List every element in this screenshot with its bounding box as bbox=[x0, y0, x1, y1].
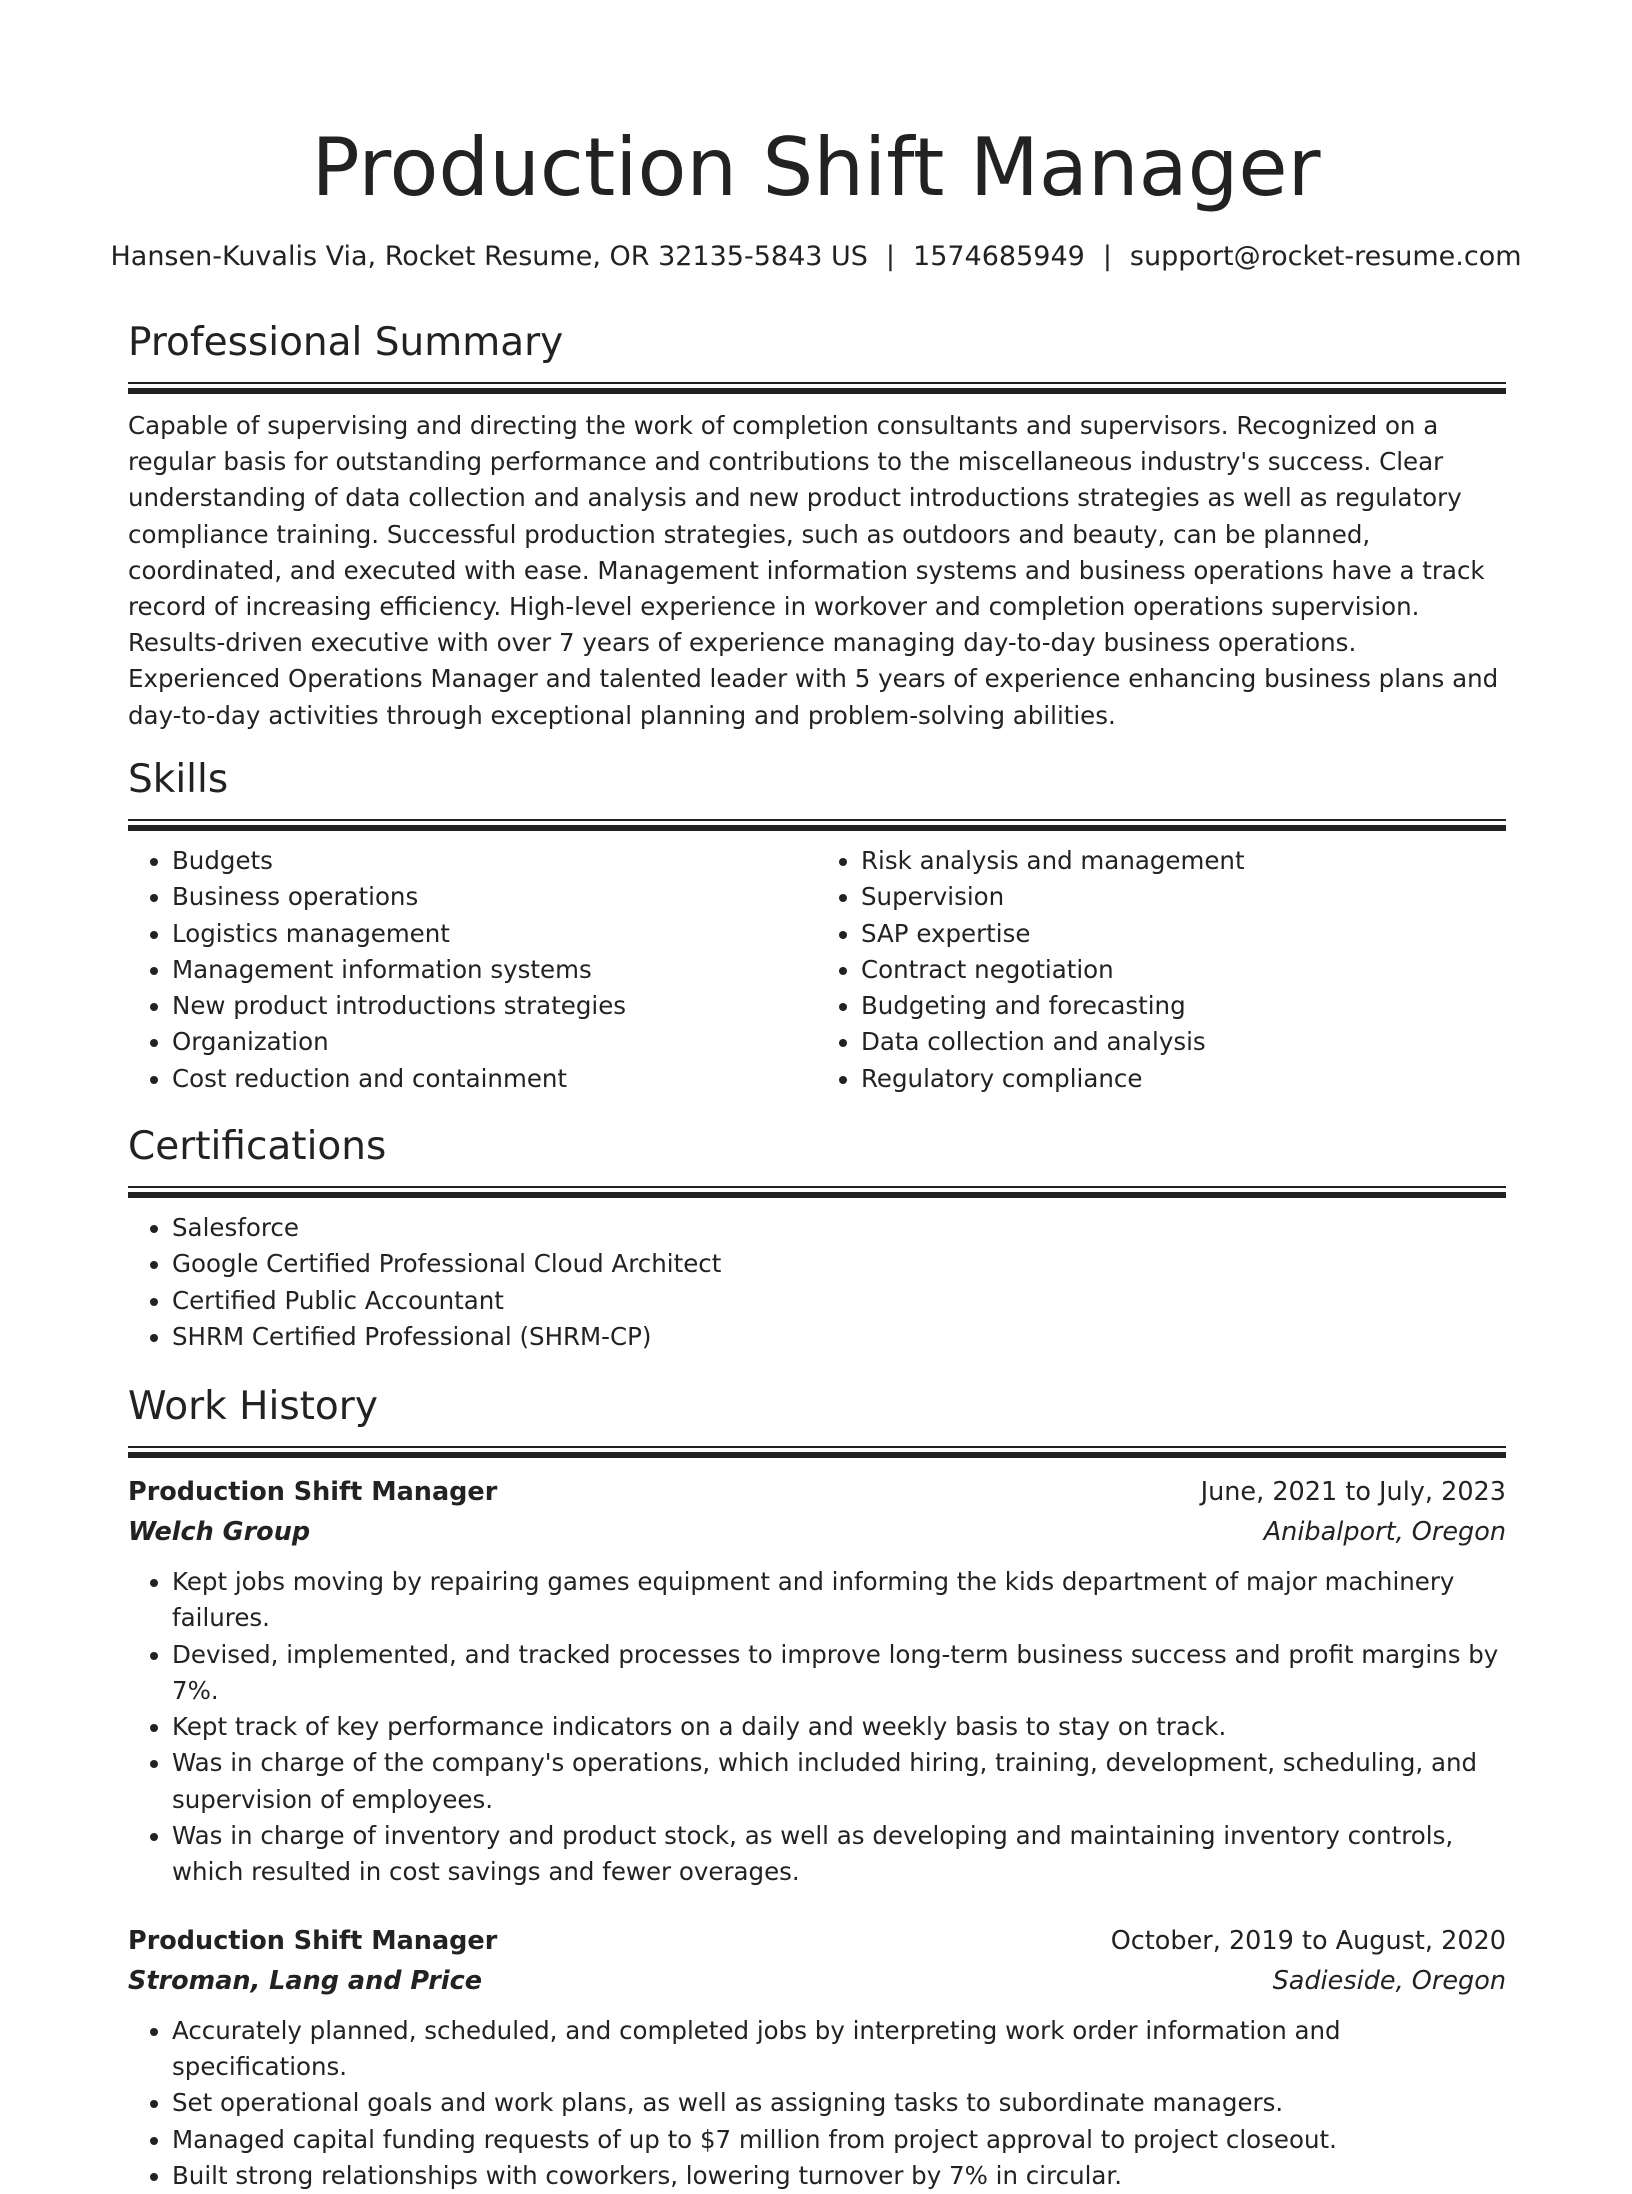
job-header bbox=[128, 1921, 1506, 1961]
job-bullet: • Kept jobs moving by repairing games equipment and informing the kids department of major machinery failures. bbox=[172, 1564, 1506, 1637]
section-divider bbox=[128, 1446, 1506, 1458]
job-location: Sadieside, Oregon bbox=[1272, 1965, 1506, 1996]
section-heading-work: Work History bbox=[128, 1384, 378, 1429]
summary-section bbox=[128, 318, 1506, 734]
job-company: Welch Group bbox=[128, 1517, 311, 1547]
section-heading-certifications: Certifications bbox=[128, 1124, 387, 1169]
job-bullets bbox=[128, 1564, 1506, 1891]
job-bullets bbox=[128, 2013, 1506, 2194]
skill-item: • Risk analysis and management bbox=[861, 843, 1506, 879]
certification-item: • Certified Public Accountant bbox=[172, 1283, 1506, 1319]
job-bullet: • Was in charge of the company's operations, which included hiring, training, development, scheduling, and supervision of employees. bbox=[172, 1745, 1506, 1818]
job-dates: October, 2019 to August, 2020 bbox=[1110, 1925, 1506, 1956]
work-history-section bbox=[128, 1382, 1506, 2194]
job-bullet: • Managed capital funding requests of up to $7 million from project approval to project closeout. bbox=[172, 2122, 1506, 2158]
job-entry bbox=[128, 1921, 1506, 2194]
job-bullet: • Built strong relationships with coworkers, lowering turnover by 7% in circular. bbox=[172, 2158, 1506, 2194]
skill-item: • Contract negotiation bbox=[861, 952, 1506, 988]
job-company: Stroman, Lang and Price bbox=[128, 1965, 483, 1996]
job-bullet: • Kept track of key performance indicators on a daily and weekly basis to stay on track. bbox=[172, 1709, 1506, 1745]
skill-item: • Logistics management bbox=[172, 916, 817, 952]
skill-item: • Data collection and analysis bbox=[861, 1024, 1506, 1060]
skill-item: • Budgeting and forecasting bbox=[861, 988, 1506, 1024]
job-bullet: • Was in charge of inventory and product stock, as well as developing and maintaining inventory controls, which resulted in cost savings and fewer overages. bbox=[172, 1818, 1506, 1891]
contact-email: support@rocket-resume.com bbox=[1129, 241, 1522, 272]
skill-item: • Organization bbox=[172, 1024, 817, 1060]
skills-list-right bbox=[817, 843, 1506, 1097]
skills-columns bbox=[128, 843, 1506, 1097]
page-title: Production Shift Manager bbox=[311, 121, 1321, 214]
job-bullet: • Set operational goals and work plans, as well as assigning tasks to subordinate managers. bbox=[172, 2085, 1506, 2121]
skill-item: • Regulatory compliance bbox=[861, 1061, 1506, 1097]
job-title: Production Shift Manager bbox=[128, 1925, 498, 1956]
job-subheader bbox=[128, 1512, 1506, 1552]
skill-item: • Cost reduction and containment bbox=[172, 1061, 817, 1097]
skill-item: • Budgets bbox=[172, 843, 817, 879]
section-divider bbox=[128, 1186, 1506, 1198]
job-location: Anibalport, Oregon bbox=[1263, 1517, 1506, 1547]
contact-line bbox=[0, 238, 1632, 276]
skills-list-left bbox=[128, 843, 817, 1097]
job-entry bbox=[128, 1472, 1506, 1891]
contact-address: Hansen-Kuvalis Via, Rocket Resume, OR 32135-5843 US bbox=[110, 241, 868, 272]
skill-item: • Business operations bbox=[172, 879, 817, 915]
job-bullet: • Accurately planned, scheduled, and completed jobs by interpreting work order information and specifications. bbox=[172, 2013, 1506, 2086]
certification-item: • SHRM Certified Professional (SHRM-CP) bbox=[172, 1319, 1506, 1355]
section-heading-summary: Professional Summary bbox=[128, 320, 564, 365]
contact-separator: | bbox=[1102, 241, 1112, 272]
skill-item: • New product introductions strategies bbox=[172, 988, 817, 1024]
job-subheader bbox=[128, 1961, 1506, 2001]
job-bullet: • Devised, implemented, and tracked processes to improve long-term business success and profit margins by 7%. bbox=[172, 1637, 1506, 1710]
summary-text: Capable of supervising and directing the work of completion consultants and supervisors. Recognized on a regular basis for outstanding performance and contributions to the miscellaneous industry's success. Clear understanding of data collection and analysis and new product introductions strategies as well as regulatory compliance training. Successful production strategies, such as outdoors and beauty, can be planned, coordinated, and executed with ease. Management information systems and business operations have a track record of increasing efficiency. High-level experience in workover and completion operations supervision. Results-driven executive with over 7 years of experience managing day-to-day business operations. Experienced Operations Manager and talented leader with 5 years of experience enhancing business plans and day-to-day activities through exceptional planning and problem-solving abilities. bbox=[128, 411, 1499, 730]
section-divider bbox=[128, 819, 1506, 831]
contact-separator: | bbox=[885, 241, 896, 272]
skill-item: • Management information systems bbox=[172, 952, 817, 988]
job-header bbox=[128, 1472, 1506, 1512]
certification-item: • Google Certified Professional Cloud Architect bbox=[172, 1246, 1506, 1282]
skill-item: • SAP expertise bbox=[861, 916, 1506, 952]
contact-phone: 1574685949 bbox=[913, 241, 1085, 272]
section-divider bbox=[128, 382, 1506, 394]
certifications-section bbox=[128, 1122, 1506, 1355]
certifications-list bbox=[128, 1210, 1506, 1355]
job-title: Production Shift Manager bbox=[128, 1477, 498, 1507]
certification-item: • Salesforce bbox=[172, 1210, 1506, 1246]
job-dates: June, 2021 to July, 2023 bbox=[1200, 1477, 1506, 1507]
section-heading-skills: Skills bbox=[128, 757, 229, 802]
skill-item: • Supervision bbox=[861, 879, 1506, 915]
skills-section bbox=[128, 755, 1506, 1097]
